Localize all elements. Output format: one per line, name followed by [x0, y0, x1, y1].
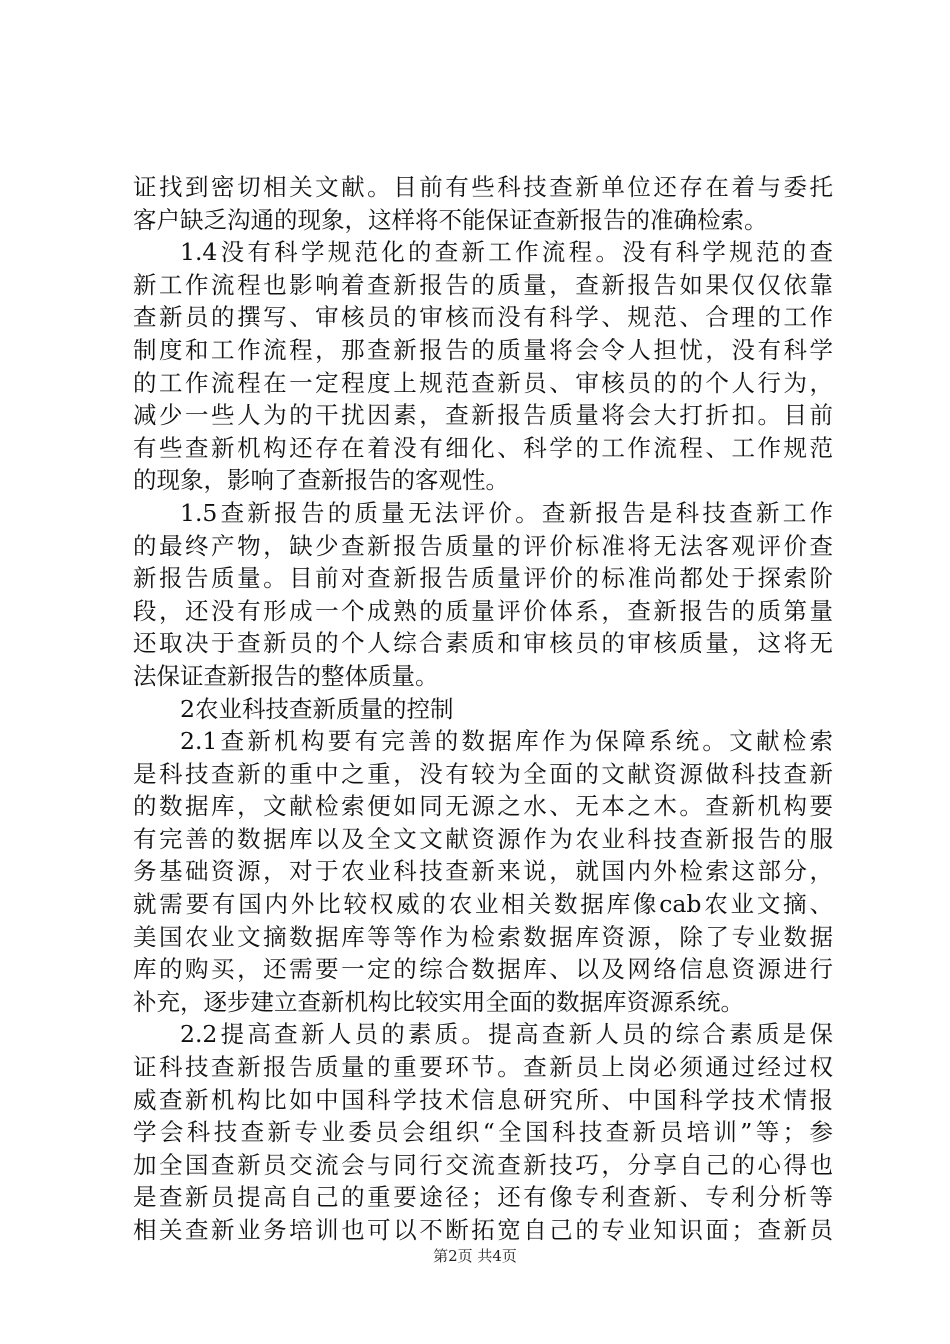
text-line: 新报告质量。目前对查新报告质量评价的标准尚都处于探索阶	[133, 564, 833, 593]
text-line: 学会科技查新专业委员会组织“全国科技查新员培训”等；参	[133, 1118, 833, 1147]
text-line: 是科技查新的重中之重，没有较为全面的文献资源做科技查新	[133, 759, 833, 788]
text-line: 是查新员提高自己的重要途径；还有像专利查新、专利分析等	[133, 1183, 833, 1212]
text-line: 法保证查新报告的整体质量。	[133, 661, 439, 690]
text-line: 加全国查新员交流会与同行交流查新技巧，分享自己的心得也	[133, 1150, 833, 1179]
text-line: 客户缺乏沟通的现象，这样将不能保证查新报告的准确检索。	[133, 205, 768, 234]
text-line: 1.4没有科学规范化的查新工作流程。没有科学规范的查	[180, 238, 833, 267]
text-line: 美国农业文摘数据库等等作为检索数据库资源，除了专业数据	[133, 922, 833, 951]
text-line: 库的购买，还需要一定的综合数据库、以及网络信息资源进行	[133, 955, 833, 984]
text-line: 的现象，影响了查新报告的客观性。	[133, 466, 509, 495]
text-line: 补充，逐步建立查新机构比较实用全面的数据库资源系统。	[133, 987, 744, 1016]
text-line: 2.2提高查新人员的素质。提高查新人员的综合素质是保	[180, 1020, 833, 1049]
document-body	[133, 171, 833, 1247]
text-line: 证科技查新报告质量的重要环节。查新员上岗必须通过经过权	[133, 1053, 833, 1082]
text-line: 1.5查新报告的质量无法评价。查新报告是科技查新工作	[180, 498, 833, 527]
text-line: 威查新机构比如中国科学技术信息研究所、中国科学技术情报	[133, 1085, 833, 1114]
page-footer: 第2页 共4页	[433, 1247, 517, 1265]
text-line: 的最终产物，缺少查新报告质量的评价标准将无法客观评价查	[133, 531, 833, 560]
text-line: 减少一些人为的干扰因素，查新报告质量将会大打折扣。目前	[133, 401, 833, 430]
text-line: 有些查新机构还存在着没有细化、科学的工作流程、工作规范	[133, 433, 833, 462]
text-line: 的数据库，文献检索便如同无源之水、无本之木。查新机构要	[133, 792, 833, 821]
text-line: 查新员的撰写、审核员的审核而没有科学、规范、合理的工作	[133, 303, 833, 332]
text-line: 有完善的数据库以及全文文献资源作为农业科技查新报告的服	[133, 824, 833, 853]
text-line: 证找到密切相关文献。目前有些科技查新单位还存在着与委托	[133, 173, 833, 201]
text-line: 就需要有国内外比较权威的农业相关数据库像cab农业文摘、	[133, 890, 833, 919]
text-line: 2农业科技查新质量的控制	[180, 694, 454, 723]
text-line: 段，还没有形成一个成熟的质量评价体系，查新报告的质第量	[133, 596, 833, 625]
text-line: 制度和工作流程，那查新报告的质量将会令人担忧，没有科学	[133, 335, 833, 364]
text-line: 务基础资源，对于农业科技查新来说，就国内外检索这部分，	[133, 857, 833, 886]
text-line: 的工作流程在一定程度上规范查新员、审核员的的个人行为，	[133, 368, 833, 397]
text-line: 相关查新业务培训也可以不断拓宽自己的专业知识面；查新员	[133, 1216, 833, 1244]
text-line: 2.1查新机构要有完善的数据库作为保障系统。文献检索	[180, 727, 833, 756]
text-line: 还取决于查新员的个人综合素质和审核员的审核质量，这将无	[133, 629, 833, 658]
text-line: 新工作流程也影响着查新报告的质量，查新报告如果仅仅依靠	[133, 270, 833, 299]
